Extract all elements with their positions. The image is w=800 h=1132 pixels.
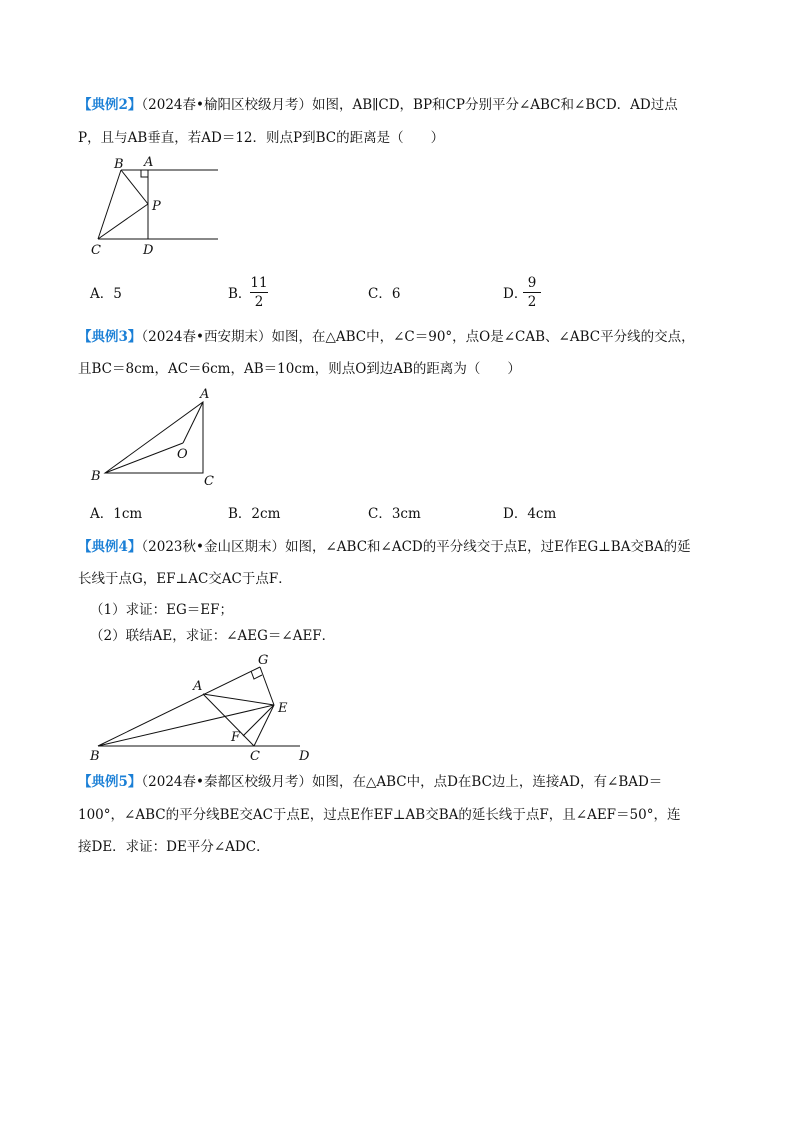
ex2-label-D: D bbox=[143, 243, 154, 258]
ex2-option-b-fraction: 11 2 bbox=[250, 275, 268, 310]
ex3-label-C: C bbox=[204, 474, 214, 489]
ex4-tag: 【典例4】 bbox=[78, 539, 142, 555]
ex4-line1 bbox=[78, 537, 691, 557]
ex2-option-a: A．5 bbox=[90, 286, 122, 302]
ex4-label-F: F bbox=[231, 730, 241, 745]
ex2-option-d-fraction: 9 2 bbox=[523, 275, 541, 310]
ex2-text-1: （2024春•榆阳区校级月考）如图，AB∥CD，BP和CP分别平分∠ABC和∠BCD．AD过点 bbox=[141, 97, 678, 113]
ex4-label-B: B bbox=[90, 749, 100, 764]
ex2-tag: 【典例2】 bbox=[78, 97, 142, 113]
ex2-label-A: A bbox=[144, 155, 154, 170]
ex4-label-G: G bbox=[258, 653, 269, 668]
ex5-line1 bbox=[78, 772, 662, 792]
ex3-text-1: （2024春•西安期末）如图，在△ABC中，∠C＝90°，点O是∠CAB、∠ABC平分线的交点， bbox=[141, 329, 695, 345]
ex3-line1 bbox=[78, 327, 695, 347]
ex3-option-d: D．4cm bbox=[503, 506, 557, 522]
ex4-question-2: （2）联结AE，求证：∠AEG＝∠AEF． bbox=[90, 628, 336, 644]
ex4-label-C: C bbox=[250, 749, 260, 764]
ex3-option-b: B．2cm bbox=[228, 506, 281, 522]
ex2-line2: P，且与AB垂直，若AD＝12．则点P到BC的距离是（ ） bbox=[78, 130, 445, 146]
ex3-label-A: A bbox=[200, 387, 210, 402]
ex3-line2: 且BC＝8cm，AC＝6cm，AB＝10cm，则点O到边AB的距离为（ ） bbox=[78, 361, 521, 377]
ex2-figure bbox=[88, 152, 228, 262]
ex5-line3: 接DE．求证：DE平分∠ADC． bbox=[78, 839, 270, 855]
ex3-label-O: O bbox=[177, 447, 188, 462]
ex3-tag: 【典例3】 bbox=[78, 329, 142, 345]
ex4-line2: 长线于点G，EF⊥AC交AC于点F． bbox=[78, 571, 292, 587]
ex2-option-b-prefix: B． bbox=[228, 286, 252, 302]
ex2-label-C: C bbox=[91, 243, 101, 258]
ex2-label-P: P bbox=[152, 199, 161, 214]
ex4-question-1: （1）求证：EG＝EF； bbox=[90, 602, 233, 618]
ex3-option-a: A．1cm bbox=[90, 506, 143, 522]
ex4-label-E: E bbox=[278, 701, 288, 716]
ex3-figure bbox=[88, 384, 228, 494]
ex3-option-c: C．3cm bbox=[368, 506, 421, 522]
ex4-figure bbox=[88, 650, 328, 762]
ex5-tag: 【典例5】 bbox=[78, 774, 142, 790]
ex2-option-d-prefix: D． bbox=[503, 286, 528, 302]
ex3-label-B: B bbox=[91, 469, 101, 484]
ex4-label-D: D bbox=[299, 749, 310, 764]
ex2-option-c: C．6 bbox=[368, 286, 401, 302]
ex2-label-B: B bbox=[114, 157, 124, 172]
ex4-text-1: （2023秋•金山区期末）如图，∠ABC和∠ACD的平分线交于点E，过E作EG⊥BA交BA的延 bbox=[141, 539, 691, 555]
ex5-line2: 100°，∠ABC的平分线BE交AC于点E，过点E作EF⊥AB交BA的延长线于点F，且∠AEF＝50°，连 bbox=[78, 807, 681, 823]
ex2-line1 bbox=[78, 95, 678, 115]
ex4-label-A: A bbox=[193, 679, 203, 694]
ex5-text-1: （2024春•秦都区校级月考）如图，在△ABC中，点D在BC边上，连接AD，有∠BAD＝ bbox=[141, 774, 663, 790]
